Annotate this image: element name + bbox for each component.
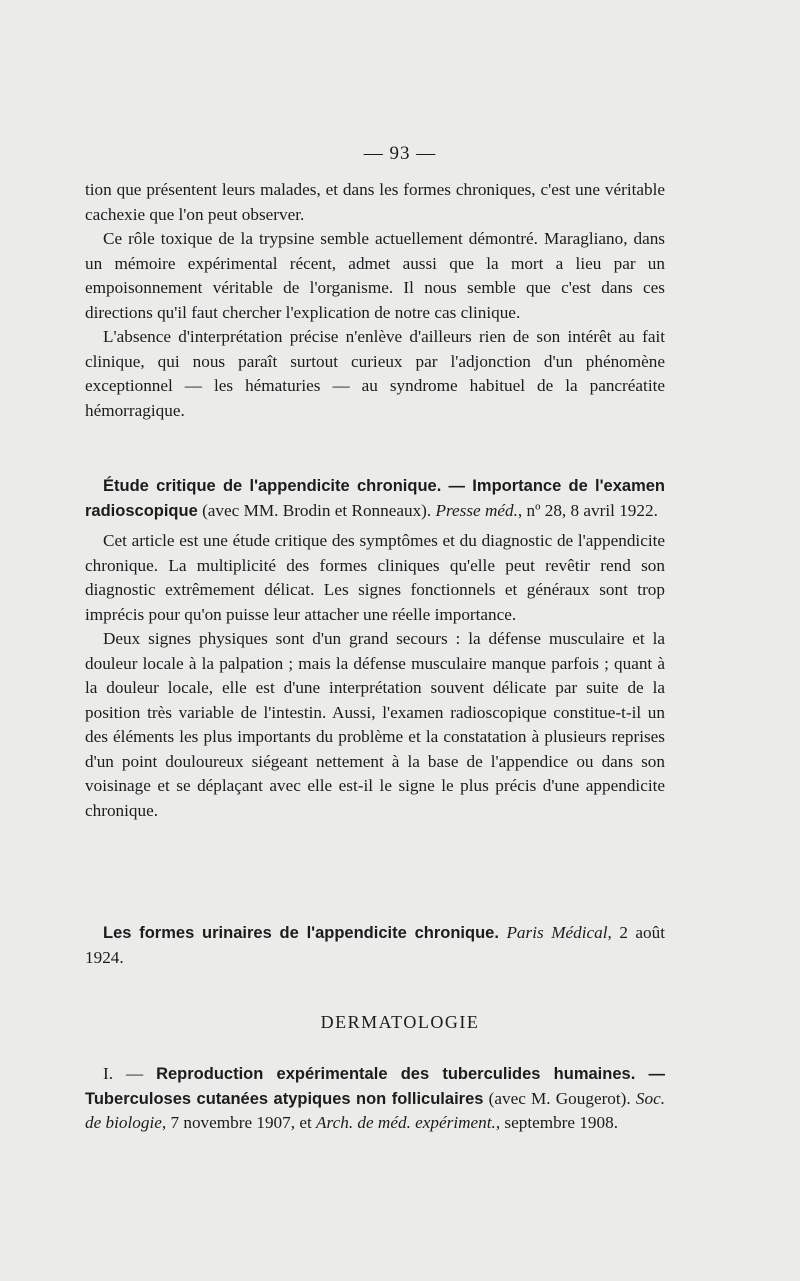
entry-details: , 7 novembre 1907, et: [161, 1113, 317, 1132]
entry-journal: Paris Médical: [506, 923, 608, 942]
paragraph: Ce rôle toxique de la trypsine semble actuellement démontré. Maragliano, dans un mémoire expérimental récent, admet aussi que la mort a lieu par un empoisonnement véritable de l'organisme. Il nous semble que c'est dans ces directions qu'il faut chercher l'explication de notre cas clinique.: [85, 229, 665, 322]
entry-details: , 2 août 1924.: [85, 923, 666, 967]
page-number: — 93 —: [363, 143, 437, 164]
entry-heading: [85, 1062, 665, 1136]
entry-heading: [85, 921, 665, 970]
entry-heading: [85, 474, 665, 523]
entry-journal: Soc. de biologie: [85, 1088, 666, 1132]
bibliography-entry: [85, 474, 665, 823]
paragraph: Cet article est une étude critique des symptômes et du diagnostic de l'appendicite chronique. La multiplicité des formes cliniques qu'elle peut revêtir rend son diagnostic extrêmement délicat. Les signes fonctionnels et généraux sont trop imprécis pour qu'on puisse leur attacher une réelle importance.: [85, 531, 665, 624]
section-heading: DERMATOLOGIE: [320, 1012, 480, 1032]
entry-title: Reproduction expérimentale des tuberculides humaines. — Tuberculoses cutanées atypiques non folliculaires: [85, 1065, 665, 1108]
entry-title: Les formes urinaires de l'appendicite chronique.: [103, 924, 499, 942]
entry-title: Étude critique de l'appendicite chronique. — Importance de l'examen radioscopique: [85, 477, 665, 520]
paragraph: Deux signes physiques sont d'un grand secours : la défense musculaire et la douleur locale à la palpation ; mais la défense musculaire manque parfois ; quant à la douleur locale, elle est d'une interprétation souvent délicate par suite de la position très variable de l'intestin. Aussi, l'examen radioscopique constitue-t-il un des éléments les plus importants du problème et la constatation à plusieurs reprises d'un point douloureux siégeant nettement à la base de l'appendice ou dans son voisinage et se déplaçant avec elle est-il le signe le plus précis d'une appendicite chronique.: [85, 629, 665, 820]
entry-authors: (avec M. Gougerot).: [483, 1088, 636, 1108]
entry-details: , septembre 1908.: [495, 1113, 619, 1132]
entry-journal: Presse méd.: [435, 500, 518, 520]
paragraph: tion que présentent leurs malades, et dans les formes chroniques, c'est une véritable cachexie que l'on peut observer.: [85, 180, 665, 224]
paragraph: L'absence d'interprétation précise n'enlève d'ailleurs rien de son intérêt au fait clinique, qui nous paraît surtout curieux par l'adjonction d'un phénomène exceptionnel — les hématuries — au syndrome habituel de la pancréatite hémorragique.: [85, 327, 665, 420]
entry-authors: (avec MM. Brodin et Ronneaux).: [197, 500, 432, 520]
entry-details: , nº 28, 8 avril 1922.: [517, 500, 658, 520]
entry-journal: Arch. de méd. expériment.: [316, 1113, 496, 1132]
intro-text: [85, 178, 665, 423]
bibliography-entry: [85, 921, 665, 970]
bibliography-entry: [85, 1062, 665, 1136]
entry-number: I. —: [103, 1064, 157, 1083]
